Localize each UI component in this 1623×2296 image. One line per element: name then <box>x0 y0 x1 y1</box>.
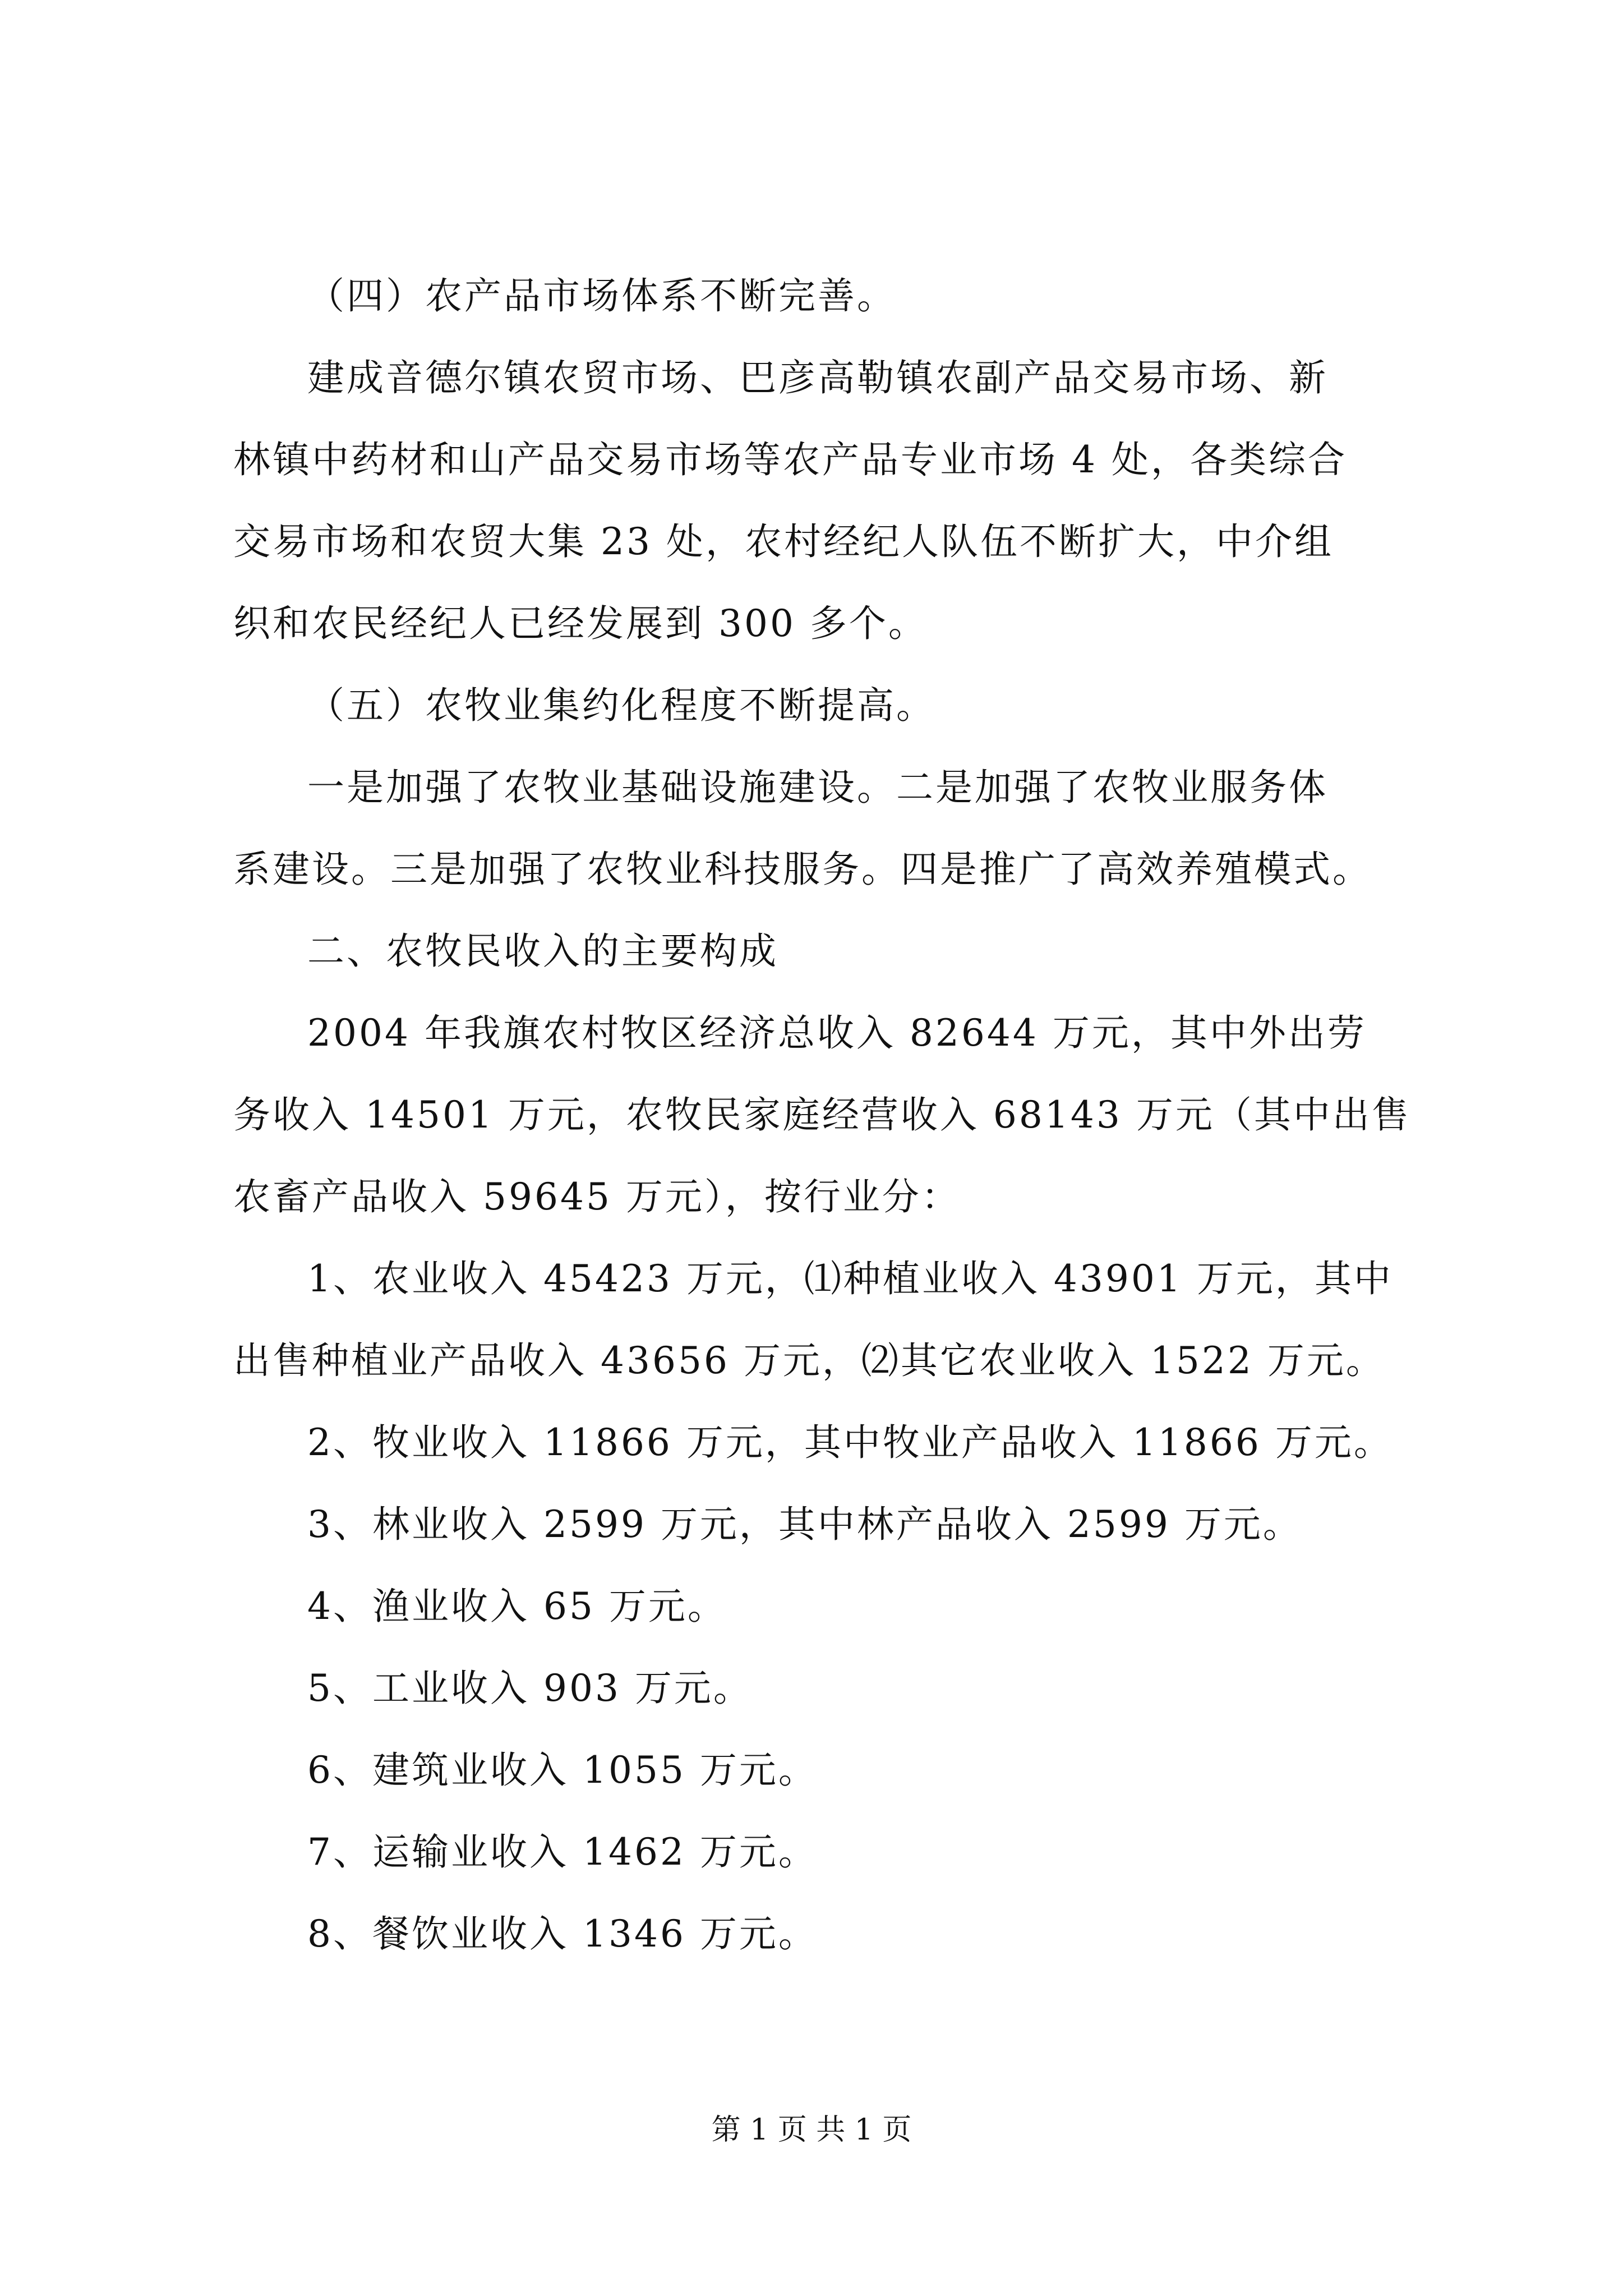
paragraph-line: 交易市场和农贸大集 23 处，农村经纪人队伍不断扩大，中介组 <box>233 520 1334 563</box>
paragraph-line: 林镇中药材和山产品交易市场等农产品专业市场 4 处，各类综合 <box>233 438 1347 481</box>
page-number-footer: 第 1 页 共 1 页 <box>711 2113 912 2147</box>
paragraph-line: 建成音德尔镇农贸市场、巴彦高勒镇农副产品交易市场、新 <box>307 356 1328 399</box>
section-heading-4: （四）农产品市场体系不断完善。 <box>307 274 896 318</box>
list-item: 2、牧业收入 11866 万元，其中牧业产品收入 11866 万元。 <box>307 1421 1393 1464</box>
section-heading-5: （五）农牧业集约化程度不断提高。 <box>307 684 935 727</box>
list-item: 1、农业收入 45423 万元，⑴种植业收入 43901 万元，其中 <box>307 1257 1393 1300</box>
list-item: 4、渔业收入 65 万元。 <box>307 1585 727 1628</box>
list-item: 5、工业收入 903 万元。 <box>307 1667 753 1710</box>
list-item: 8、餐饮业收入 1346 万元。 <box>307 1912 818 1955</box>
paragraph-line: 织和农民经纪人已经发展到 300 多个。 <box>233 602 928 645</box>
paragraph-line: 务收入 14501 万元，农牧民家庭经营收入 68143 万元（其中出售 <box>233 1093 1411 1137</box>
list-item: 3、林业收入 2599 万元，其中林产品收入 2599 万元。 <box>307 1503 1302 1546</box>
list-item-continuation: 出售种植业产品收入 43656 万元，⑵其它农业收入 1522 万元。 <box>233 1339 1385 1382</box>
document-body <box>233 255 1418 1975</box>
section-heading-2: 二、农牧民收入的主要构成 <box>307 930 778 973</box>
list-item: 7、运输业收入 1462 万元。 <box>307 1830 818 1874</box>
paragraph-line: 系建设。三是加强了农牧业科技服务。四是推广了高效养殖模式。 <box>233 848 1372 891</box>
paragraph-line: 2004 年我旗农村牧区经济总收入 82644 万元，其中外出劳 <box>307 1011 1367 1055</box>
paragraph-line: 一是加强了农牧业基础设施建设。二是加强了农牧业服务体 <box>307 766 1328 809</box>
list-item: 6、建筑业收入 1055 万元。 <box>307 1749 818 1792</box>
paragraph-line: 农畜产品收入 59645 万元），按行业分： <box>233 1175 961 1218</box>
